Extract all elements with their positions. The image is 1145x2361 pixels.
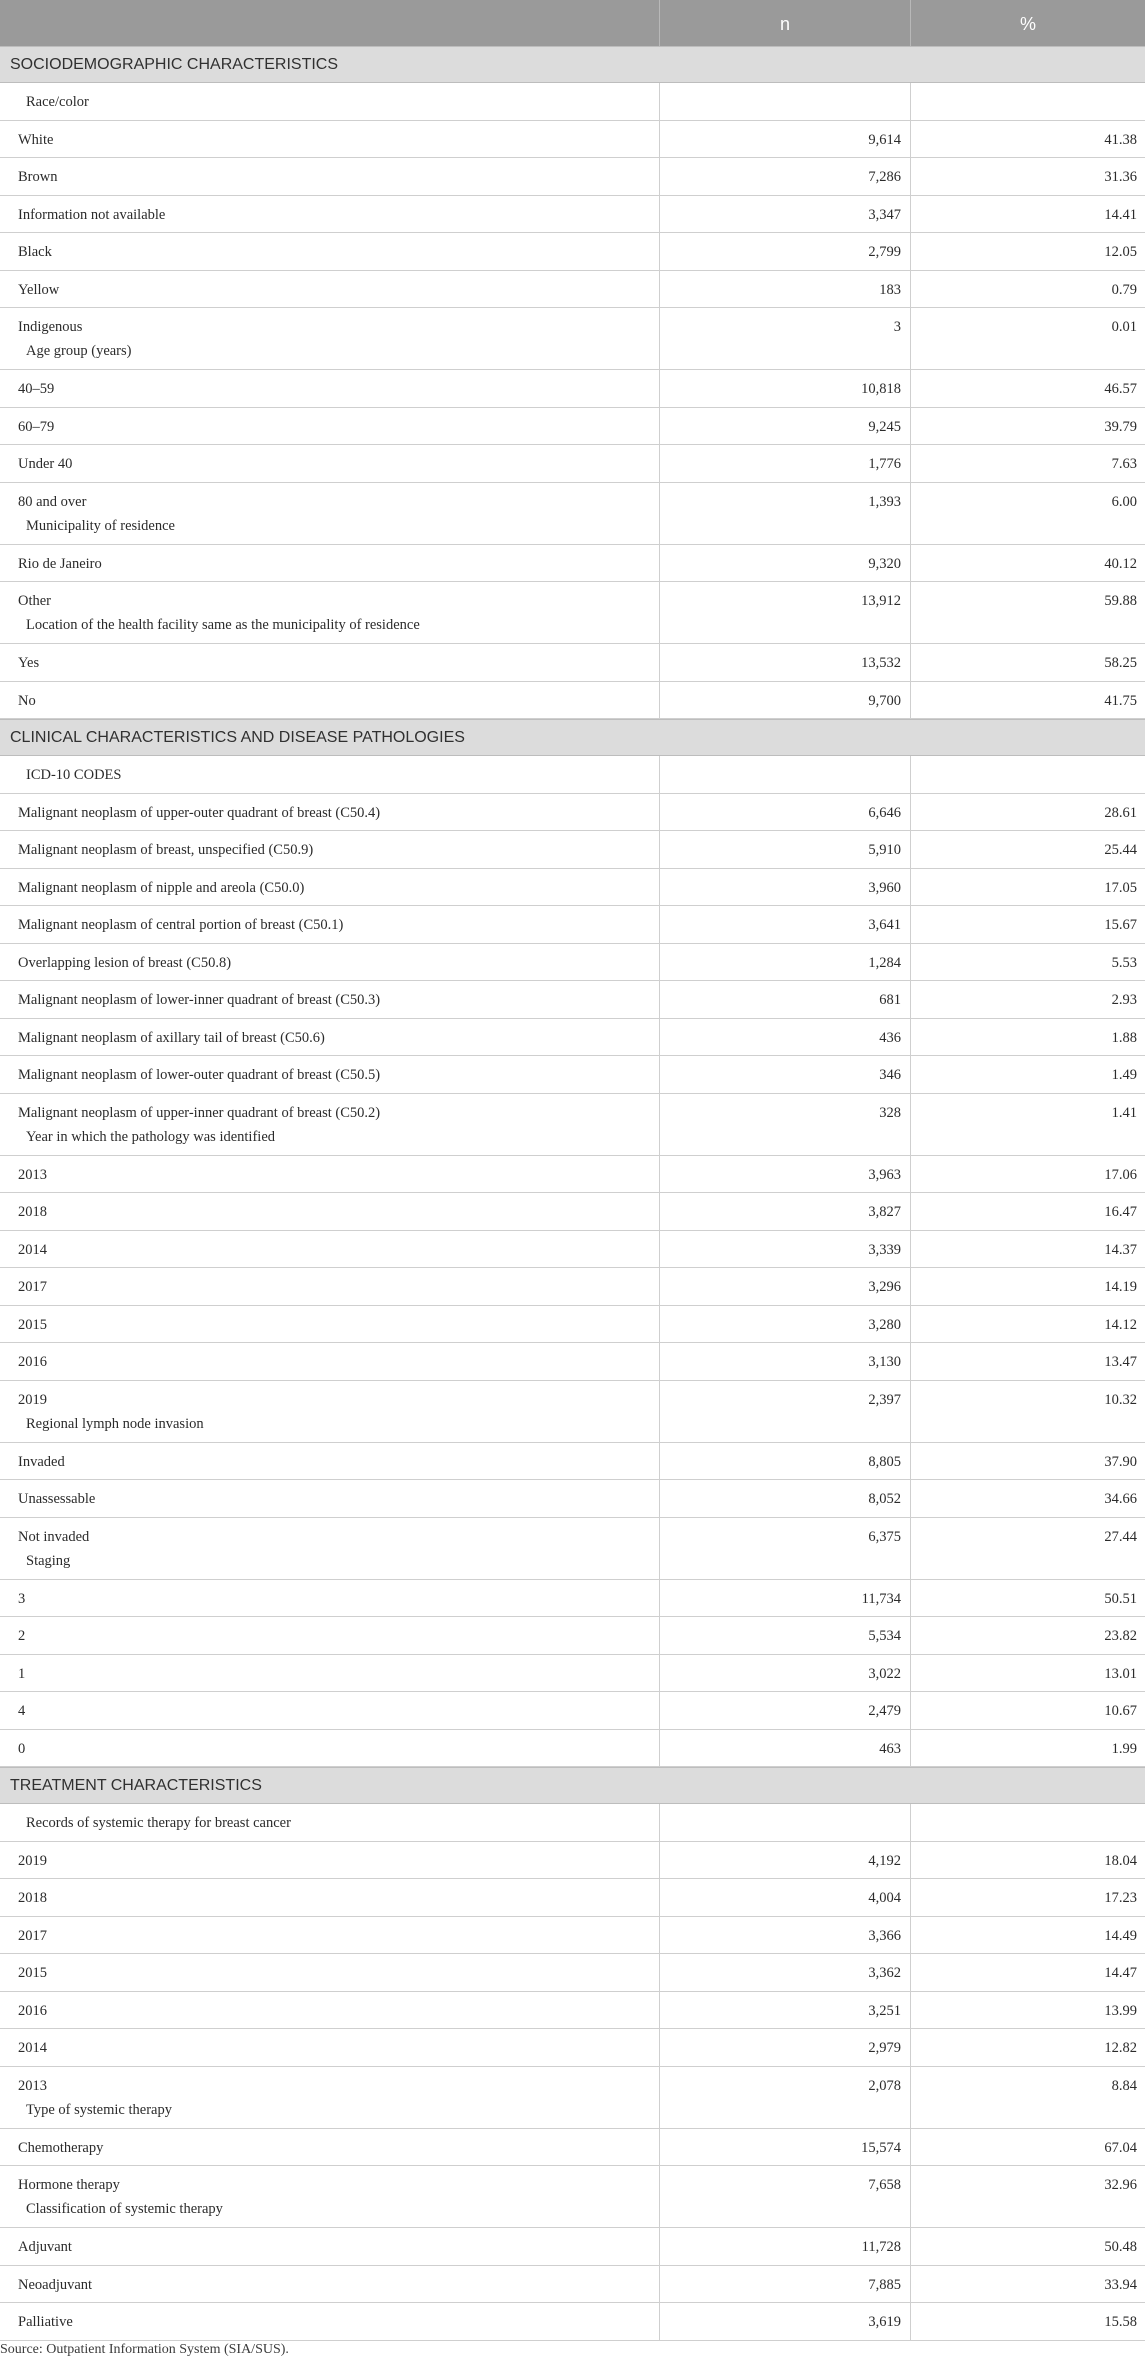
row-percent: 50.51 xyxy=(1104,1590,1137,1607)
row-count: 5,910 xyxy=(868,842,901,858)
row-label: No xyxy=(18,692,36,709)
table-row xyxy=(0,545,1145,583)
row-label: Malignant neoplasm of lower-inner quadrant of breast (C50.3) xyxy=(18,992,381,1008)
table-row xyxy=(0,1879,1145,1917)
table-row xyxy=(0,1917,1145,1955)
row-percent: 1.49 xyxy=(1111,1067,1137,1083)
table-row xyxy=(0,2067,1145,2129)
row-count: 2,799 xyxy=(868,244,901,260)
row-percent: 14.19 xyxy=(1104,1279,1137,1295)
row-count: 3,296 xyxy=(868,1279,901,1295)
row-label: Malignant neoplasm of upper-inner quadrant of breast (C50.2) xyxy=(18,1104,381,1121)
row-percent: 6.00 xyxy=(1111,493,1137,510)
row-count: 2,979 xyxy=(868,2040,901,2056)
row-label: Invaded xyxy=(18,1453,65,1470)
row-percent: 10.67 xyxy=(1104,1703,1137,1719)
row-percent: 14.41 xyxy=(1104,206,1137,223)
row-percent: 13.47 xyxy=(1104,1354,1137,1370)
row-count: 436 xyxy=(879,1029,901,1046)
row-count: 3,366 xyxy=(868,1927,901,1944)
row-count: 3,280 xyxy=(868,1316,901,1333)
table-row xyxy=(0,1954,1145,1992)
row-count: 1,284 xyxy=(868,954,901,971)
table-row xyxy=(0,831,1145,869)
row-percent: 17.23 xyxy=(1104,1890,1137,1906)
row-label: 3 xyxy=(18,1590,26,1607)
row-label: 2016 xyxy=(18,2002,47,2019)
row-count: 3,347 xyxy=(868,206,901,223)
group-label-row xyxy=(0,1804,1145,1842)
row-count: 8,805 xyxy=(868,1453,901,1470)
row-percent: 0.79 xyxy=(1111,281,1137,298)
row-count: 346 xyxy=(879,1067,901,1083)
group-label: Staging xyxy=(26,1552,71,1569)
table-row xyxy=(0,370,1145,408)
row-label: 60–79 xyxy=(18,418,55,435)
row-count: 13,532 xyxy=(861,655,901,671)
row-label: 2017 xyxy=(18,1279,47,1295)
row-count: 3,022 xyxy=(868,1665,901,1682)
row-count: 1,393 xyxy=(868,493,901,510)
table-row xyxy=(0,1193,1145,1231)
table-row xyxy=(0,794,1145,832)
row-percent: 27.44 xyxy=(1104,1528,1137,1545)
row-count: 328 xyxy=(879,1104,901,1121)
row-label: Malignant neoplasm of central portion of breast (C50.1) xyxy=(18,917,344,933)
row-label: Neoadjuvant xyxy=(18,2276,93,2293)
group-label: Regional lymph node invasion xyxy=(26,1415,204,1432)
section-title: CLINICAL CHARACTERISTICS AND DISEASE PATHOLOGIES xyxy=(10,728,465,746)
row-count: 10,818 xyxy=(861,381,901,397)
row-label: Under 40 xyxy=(18,456,73,472)
row-count: 3,960 xyxy=(868,879,901,896)
row-label: 1 xyxy=(18,1665,26,1682)
row-label: Indigenous xyxy=(18,319,83,335)
row-count: 9,320 xyxy=(868,555,901,572)
table-row xyxy=(0,233,1145,271)
table-row xyxy=(0,644,1145,682)
table-row xyxy=(0,944,1145,982)
row-percent: 15.58 xyxy=(1104,2314,1137,2330)
row-label: 40–59 xyxy=(18,381,55,397)
table-row xyxy=(0,1842,1145,1880)
row-percent: 7.63 xyxy=(1111,456,1137,472)
row-percent: 39.79 xyxy=(1104,418,1137,435)
row-label: Malignant neoplasm of nipple and areola (C50.0) xyxy=(18,879,305,896)
row-label: 0 xyxy=(18,1740,26,1757)
row-percent: 50.48 xyxy=(1104,2239,1137,2255)
source-note: Source: Outpatient Information System (SIA/SUS). xyxy=(0,2342,289,2357)
row-count: 9,614 xyxy=(868,131,901,148)
row-label: Malignant neoplasm of axillary tail of breast (C50.6) xyxy=(18,1029,325,1046)
row-count: 7,286 xyxy=(868,169,901,185)
row-count: 7,658 xyxy=(868,2177,901,2193)
row-label: 2016 xyxy=(18,1354,47,1370)
row-count: 6,646 xyxy=(868,804,901,821)
group-label-row xyxy=(0,756,1145,794)
table-row xyxy=(0,1518,1145,1580)
row-label: Brown xyxy=(18,169,58,185)
row-percent: 14.49 xyxy=(1104,1927,1137,1944)
row-percent: 5.53 xyxy=(1111,954,1137,971)
row-count: 11,734 xyxy=(861,1590,901,1607)
row-count: 6,375 xyxy=(868,1528,901,1545)
table-row xyxy=(0,483,1145,545)
row-percent: 41.38 xyxy=(1104,131,1137,148)
row-count: 7,885 xyxy=(868,2276,901,2293)
row-percent: 37.90 xyxy=(1104,1453,1137,1470)
row-percent: 40.12 xyxy=(1104,555,1137,572)
row-percent: 2.93 xyxy=(1111,992,1137,1008)
row-percent: 0.01 xyxy=(1111,319,1137,335)
row-label: 2013 xyxy=(18,1166,47,1183)
row-count: 1,776 xyxy=(868,456,901,472)
header-label-column xyxy=(0,0,659,46)
table-row xyxy=(0,1617,1145,1655)
row-percent: 31.36 xyxy=(1104,169,1137,185)
table-row xyxy=(0,1443,1145,1481)
row-count: 3,619 xyxy=(868,2314,901,2330)
table-row xyxy=(0,1094,1145,1156)
row-percent: 10.32 xyxy=(1104,1391,1137,1408)
row-count: 183 xyxy=(879,281,901,298)
table-row xyxy=(0,2129,1145,2167)
row-count: 9,700 xyxy=(868,692,901,709)
group-label: Age group (years) xyxy=(26,343,132,359)
row-percent: 18.04 xyxy=(1104,1852,1137,1869)
section-title: SOCIODEMOGRAPHIC CHARACTERISTICS xyxy=(10,55,339,73)
row-count: 15,574 xyxy=(861,2139,901,2156)
row-count: 11,728 xyxy=(861,2239,901,2255)
row-count: 8,052 xyxy=(868,1491,901,1507)
table-row xyxy=(0,2228,1145,2266)
row-percent: 23.82 xyxy=(1104,1628,1137,1644)
table-row xyxy=(0,1056,1145,1094)
table-row xyxy=(0,2029,1145,2067)
row-label: Black xyxy=(18,244,52,260)
table-row xyxy=(0,271,1145,309)
group-label: ICD-10 CODES xyxy=(26,767,122,783)
row-label: Yes xyxy=(18,655,40,671)
row-percent: 17.06 xyxy=(1104,1166,1137,1183)
table-row xyxy=(0,1343,1145,1381)
row-percent: 12.05 xyxy=(1104,244,1137,260)
header-pct-column: % xyxy=(1019,14,1036,34)
row-count: 4,004 xyxy=(868,1890,901,1906)
table-row xyxy=(0,1730,1145,1768)
row-label: 80 and over xyxy=(18,493,87,510)
row-count: 463 xyxy=(879,1740,901,1757)
row-label: Malignant neoplasm of breast, unspecified (C50.9) xyxy=(18,842,314,858)
row-label: Malignant neoplasm of upper-outer quadrant of breast (C50.4) xyxy=(18,804,381,821)
row-count: 3,251 xyxy=(868,2002,901,2019)
table-row xyxy=(0,906,1145,944)
row-percent: 28.61 xyxy=(1104,804,1137,821)
group-label: Classification of systemic therapy xyxy=(26,2201,223,2217)
table-row xyxy=(0,1156,1145,1194)
row-count: 9,245 xyxy=(868,418,901,435)
table-row xyxy=(0,869,1145,907)
row-count: 3 xyxy=(893,319,901,335)
row-label: Malignant neoplasm of lower-outer quadrant of breast (C50.5) xyxy=(18,1067,381,1083)
row-percent: 1.99 xyxy=(1111,1740,1137,1757)
section-title: TREATMENT CHARACTERISTICS xyxy=(10,1776,262,1794)
table-row xyxy=(0,308,1145,370)
table-header xyxy=(0,0,1145,46)
row-percent: 32.96 xyxy=(1104,2177,1137,2193)
table-row xyxy=(0,196,1145,234)
row-percent: 1.41 xyxy=(1111,1104,1137,1121)
table-row xyxy=(0,1231,1145,1269)
row-label: Overlapping lesion of breast (C50.8) xyxy=(18,954,232,971)
row-label: 2 xyxy=(18,1628,26,1644)
table-row xyxy=(0,2266,1145,2304)
row-label: Other xyxy=(18,593,52,609)
row-count: 681 xyxy=(879,992,901,1008)
group-label: Records of systemic therapy for breast cancer xyxy=(26,1815,291,1831)
row-percent: 13.01 xyxy=(1104,1665,1137,1682)
row-percent: 25.44 xyxy=(1104,842,1137,858)
row-count: 3,339 xyxy=(868,1241,901,1258)
group-label: Type of systemic therapy xyxy=(26,2101,172,2118)
table-row xyxy=(0,2166,1145,2228)
row-label: 2018 xyxy=(18,1204,47,1220)
table-row xyxy=(0,1480,1145,1518)
table-row xyxy=(0,582,1145,644)
row-percent: 46.57 xyxy=(1104,381,1137,397)
table-row xyxy=(0,408,1145,446)
row-count: 3,641 xyxy=(868,917,901,933)
header-n-column: n xyxy=(779,14,790,34)
group-label: Year in which the pathology was identified xyxy=(26,1128,276,1145)
row-label: 2019 xyxy=(18,1391,47,1408)
section-header xyxy=(0,719,1145,756)
row-label: 2019 xyxy=(18,1852,47,1869)
table-row xyxy=(0,1655,1145,1693)
row-label: Unassessable xyxy=(18,1491,96,1507)
row-label: Adjuvant xyxy=(18,2239,72,2255)
row-percent: 8.84 xyxy=(1111,2077,1137,2094)
table-row xyxy=(0,981,1145,1019)
group-label: Location of the health facility same as the municipality of residence xyxy=(26,617,420,633)
row-label: 2014 xyxy=(18,2040,47,2056)
row-label: Not invaded xyxy=(18,1528,90,1545)
row-label: Yellow xyxy=(18,281,60,298)
row-label: 2018 xyxy=(18,1890,47,1906)
row-label: 2013 xyxy=(18,2077,47,2094)
row-percent: 67.04 xyxy=(1104,2139,1137,2156)
row-percent: 58.25 xyxy=(1104,655,1137,671)
row-percent: 33.94 xyxy=(1104,2276,1137,2293)
table-row xyxy=(0,121,1145,159)
row-label: 2015 xyxy=(18,1316,47,1333)
row-label: 2014 xyxy=(18,1241,47,1258)
row-percent: 34.66 xyxy=(1104,1491,1137,1507)
row-percent: 17.05 xyxy=(1104,879,1137,896)
row-count: 3,827 xyxy=(868,1204,901,1220)
table-row xyxy=(0,1580,1145,1618)
table-row xyxy=(0,1381,1145,1443)
row-percent: 14.47 xyxy=(1104,1965,1137,1981)
row-count: 5,534 xyxy=(868,1628,901,1644)
row-count: 3,130 xyxy=(868,1354,901,1370)
row-count: 2,397 xyxy=(868,1391,901,1408)
row-percent: 14.37 xyxy=(1104,1241,1137,1258)
table-row xyxy=(0,445,1145,483)
row-percent: 12.82 xyxy=(1104,2040,1137,2056)
row-label: Palliative xyxy=(18,2314,73,2330)
table-row xyxy=(0,1692,1145,1730)
row-label: Rio de Janeiro xyxy=(18,555,102,572)
row-percent: 16.47 xyxy=(1104,1204,1137,1220)
row-count: 2,078 xyxy=(868,2077,901,2094)
row-label: 2015 xyxy=(18,1965,47,1981)
row-label: 4 xyxy=(18,1703,26,1719)
row-percent: 41.75 xyxy=(1104,692,1137,709)
row-count: 13,912 xyxy=(861,593,901,609)
table-row xyxy=(0,158,1145,196)
table-row xyxy=(0,2303,1145,2341)
table-row xyxy=(0,1268,1145,1306)
row-count: 3,362 xyxy=(868,1965,901,1981)
row-count: 2,479 xyxy=(868,1703,901,1719)
row-percent: 13.99 xyxy=(1104,2002,1137,2019)
section-header xyxy=(0,1767,1145,1804)
row-label: White xyxy=(18,131,54,148)
row-label: Hormone therapy xyxy=(18,2177,120,2193)
row-percent: 14.12 xyxy=(1104,1316,1137,1333)
row-label: 2017 xyxy=(18,1927,47,1944)
row-count: 4,192 xyxy=(868,1852,901,1869)
section-header xyxy=(0,46,1145,83)
row-count: 3,963 xyxy=(868,1166,901,1183)
table-row xyxy=(0,682,1145,720)
row-percent: 59.88 xyxy=(1104,593,1137,609)
row-percent: 1.88 xyxy=(1111,1029,1137,1046)
group-label: Race/color xyxy=(26,94,89,110)
group-label-row xyxy=(0,83,1145,121)
table-row xyxy=(0,1992,1145,2030)
row-label: Chemotherapy xyxy=(18,2139,104,2156)
group-label: Municipality of residence xyxy=(26,517,175,534)
table-row xyxy=(0,1306,1145,1344)
row-percent: 15.67 xyxy=(1104,917,1137,933)
row-label: Information not available xyxy=(18,206,166,223)
table-row xyxy=(0,1019,1145,1057)
